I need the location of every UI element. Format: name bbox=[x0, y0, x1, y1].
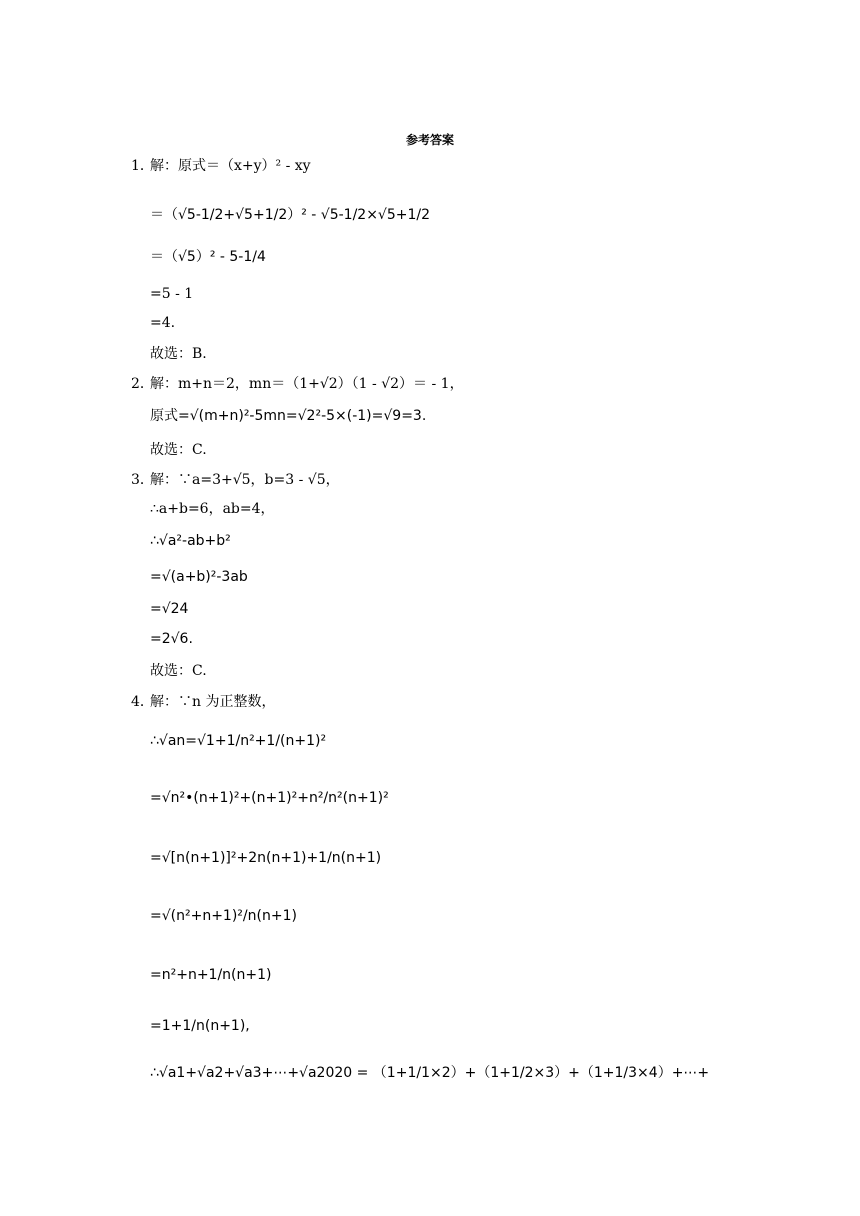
q4-expr-2: ∴√an=√1+1/n²+1/(n+1)² bbox=[150, 733, 327, 749]
q1-number: 1． bbox=[131, 158, 154, 174]
q3-expr-5: =√24 bbox=[150, 601, 189, 617]
q3-expr-3: ∴√a²-ab+b² bbox=[150, 533, 231, 549]
q1-expr-2: ＝（√5-1/2+√5+1/2）² - √5-1/2×√5+1/2 bbox=[150, 207, 431, 223]
q1-answer: 故选：B. bbox=[150, 346, 207, 362]
q4-statement: 解：∵n 为正整数， bbox=[150, 694, 276, 710]
q4-expr-4: =√[n(n+1)]²+2n(n+1)+1/n(n+1) bbox=[150, 850, 382, 866]
q4-expr-6: =n²+n+1/n(n+1) bbox=[150, 967, 272, 983]
q1-expr-4: =5 - 1 bbox=[150, 286, 194, 302]
q4-number: 4． bbox=[131, 694, 154, 710]
q4-expr-5: =√(n²+n+1)²/n(n+1) bbox=[150, 908, 297, 924]
q3-statement: 解：∵a=3+√5，b=3 - √5， bbox=[150, 472, 340, 488]
q4-expr-3: =√n²•(n+1)²+(n+1)²+n²/n²(n+1)² bbox=[150, 790, 389, 806]
q2-expr-2: 原式=√(m+n)²-5mn=√2²-5×(-1)=√9=3. bbox=[150, 408, 427, 424]
q3-answer: 故选：C. bbox=[150, 663, 207, 679]
q2-answer: 故选：C. bbox=[150, 442, 207, 458]
q1-expr-5: =4. bbox=[150, 315, 176, 331]
q2-number: 2． bbox=[131, 376, 154, 392]
q3-expr-4: =√(a+b)²-3ab bbox=[150, 569, 248, 585]
page-title: 参考答案 bbox=[405, 132, 454, 147]
q4-expr-7: =1+1/n(n+1), bbox=[150, 1018, 250, 1034]
q3-number: 3． bbox=[131, 472, 154, 488]
q4-expr-8: ∴√a1+√a2+√a3+⋯+√a2020 = （1+1/1×2）+（1+1/2×3）+（1+1/3×4）+⋯+ bbox=[150, 1065, 710, 1081]
q1-statement: 解：原式＝（x+y）² - xy bbox=[150, 158, 311, 174]
q3-expr-6: =2√6. bbox=[150, 631, 193, 647]
q3-expr-2: ∴a+b=6，ab=4， bbox=[150, 501, 275, 517]
q2-statement: 解：m+n＝2，mn＝（1+√2）（1 - √2）＝ - 1， bbox=[150, 376, 464, 392]
q1-expr-3: ＝（√5）² - 5-1/4 bbox=[150, 249, 266, 265]
